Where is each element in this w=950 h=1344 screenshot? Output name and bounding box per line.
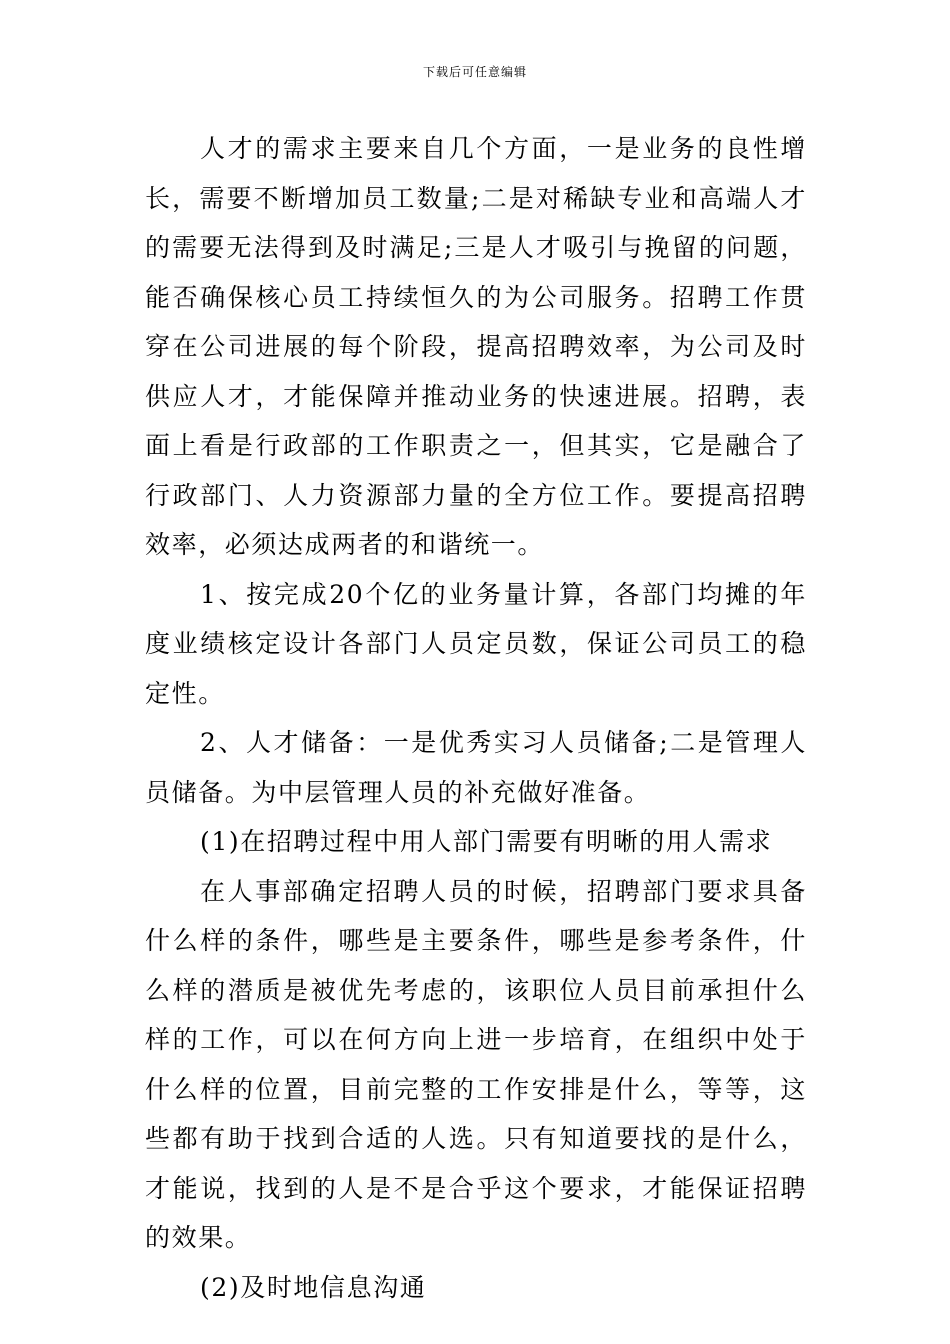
page-header: 下载后可任意编辑 bbox=[422, 65, 527, 79]
paragraph-subheading-1: (1)在招聘过程中用人部门需要有明晰的用人需求 bbox=[200, 827, 773, 856]
document-body bbox=[145, 124, 807, 1312]
paragraph-item-2: 2、人才储备：一是优秀实习人员储备;二是管理人员储备。为中层管理人员的补充做好准备。 bbox=[145, 728, 807, 807]
paragraph-item-1: 1、按完成20个亿的业务量计算，各部门均摊的年度业绩核定设计各部门人员定员数，保证公司员工的稳定性。 bbox=[145, 579, 807, 708]
paragraph-subheading-2: (2)及时地信息沟通 bbox=[200, 1272, 427, 1302]
paragraph-requirements: 在人事部确定招聘人员的时候，招聘部门要求具备什么样的条件，哪些是主要条件，哪些是参考条件，什么样的潜质是被优先考虑的，该职位人员目前承担什么样的工作，可以在何方向上进一步培育，在组织中处于什么样的位置，目前完整的工作安排是什么，等等，这些都有助于找到合适的人选。只有知道要找的是什么，才能说，找到的人是不是合乎这个要求，才能保证招聘的效果。 bbox=[145, 876, 807, 1252]
paragraph-talent-demand: 人才的需求主要来自几个方面，一是业务的良性增长，需要不断增加员工数量;二是对稀缺专业和高端人才的需要无法得到及时满足;三是人才吸引与挽留的问题，能否确保核心员工持续恒久的为公司服务。招聘工作贯穿在公司进展的每个阶段，提高招聘效率，为公司及时供应人才，才能保障并推动业务的快速进展。招聘，表面上看是行政部的工作职责之一，但其实，它是融合了行政部门、人力资源部力量的全方位工作。要提高招聘效率，必须达成两者的和谐统一。 bbox=[145, 134, 807, 559]
